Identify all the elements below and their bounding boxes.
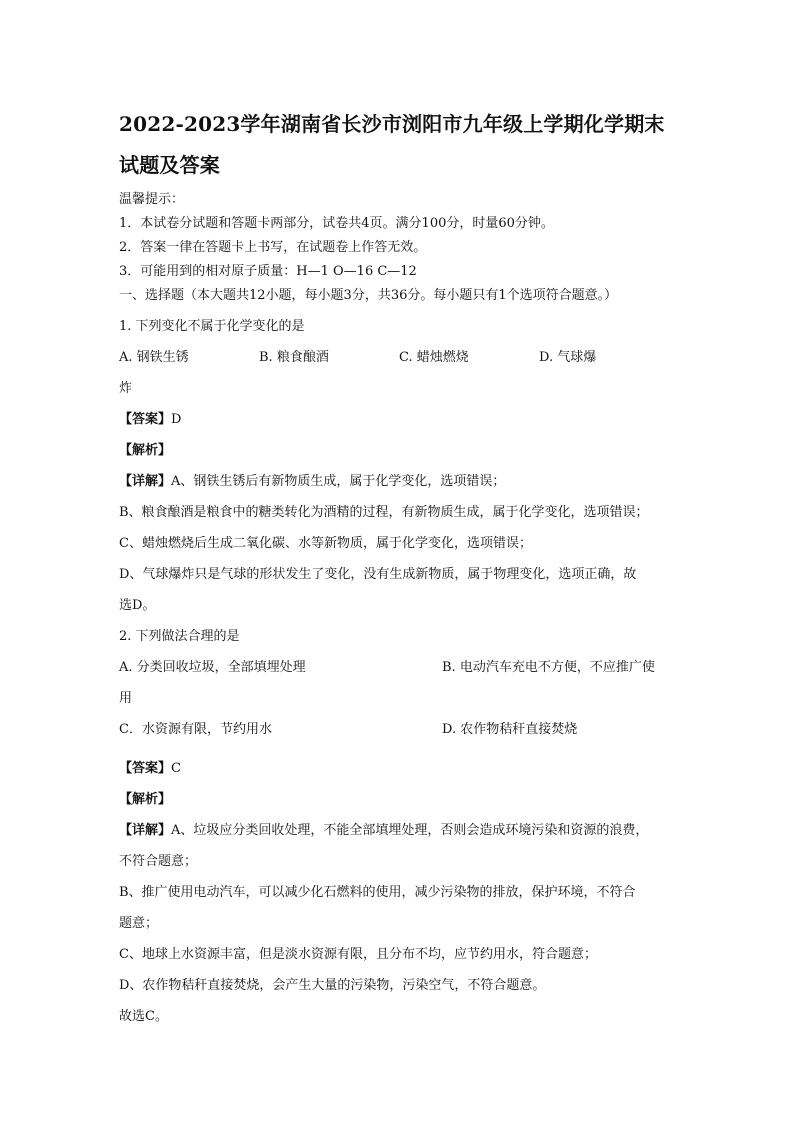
q2-detail-b: B、推广使用电动汽车，可以减少化石燃料的使用，减少污染物的排放，保护环境，不符合 [119,885,636,900]
tips-block [119,188,679,308]
question-2 [119,621,679,1032]
title-line-1: 2022-2023学年湖南省长沙市浏阳市九年级上学期化学期末 [119,112,665,136]
q1-options [119,342,679,373]
q1-detail-d: D、气球爆炸只是气球的形状发生了变化，没有生成新物质，属于物理变化，选项正确，故 [119,567,637,582]
section-heading: 一、选择题（本大题共12小题，每小题3分，共36分。每小题只有1个选项符合题意。） [119,288,618,303]
q1-option-b: B. 粮食酿酒 [259,350,329,365]
q2-answer-label: 【答案】 [119,761,172,776]
q1-answer-value: D [171,412,182,427]
q2-options-row-1 [119,652,679,683]
document-content [119,104,679,1032]
q2-detail-line [119,815,679,846]
title-line-2: 试题及答案 [119,153,220,177]
spacer [119,745,679,753]
q1-detail-a: A、钢铁生锈后有新物质生成，属于化学变化，选项错误； [171,474,506,489]
q2-analysis-label: 【解析】 [119,792,172,807]
document-title [119,104,679,186]
tip-3: 3．可能用到的相对原子质量：H—1 O—16 C—12 [119,264,417,279]
q2-detail-b-cont: 题意； [119,916,159,931]
q1-detail-label: 【详解】 [119,474,172,489]
q2-option-b: B. 电动汽车充电不方便，不应推广使 [442,660,655,675]
q2-option-c: C．水资源有限，节约用水 [119,722,272,737]
q2-stem: 2. 下列做法合理的是 [119,629,240,644]
q1-answer-label: 【答案】 [119,412,172,427]
q2-detail-a-cont: 不符合题意； [119,854,198,869]
q1-detail-line [119,466,679,497]
q1-stem: 1. 下列变化不属于化学变化的是 [119,319,305,334]
question-1 [119,311,679,621]
q2-answer [119,753,679,784]
tip-2: 2．答案一律在答题卡上书写，在试题卷上作答无效。 [119,240,427,255]
q1-option-a: A. 钢铁生锈 [119,350,189,365]
q1-option-c: C. 蜡烛燃烧 [399,350,469,365]
q1-detail-d-cont: 选D。 [119,598,156,613]
q2-options-row-2 [119,714,679,745]
q1-detail-b: B、粮食酿酒是粮食中的糖类转化为酒精的过程，有新物质生成，属于化学变化，选项错误； [119,505,649,520]
q2-detail-a: A、垃圾应分类回收处理，不能全部填埋处理，否则会造成环境污染和资源的浪费， [171,823,649,838]
q2-option-wrap: 用 [119,691,133,706]
q2-answer-value: C [171,761,181,776]
tip-1: 1．本试卷分试题和答题卡两部分，试卷共4页。满分100分，时量60分钟。 [119,216,554,231]
q2-detail-d: D、农作物秸秆直接焚烧，会产生大量的污染物，污染空气，不符合题意。 [119,978,546,993]
tips-heading: 温馨提示： [119,192,185,207]
q2-option-d: D. 农作物秸秆直接焚烧 [442,722,578,737]
q2-detail-c: C、地球上水资源丰富，但是淡水资源有限，且分布不均，应节约用水，符合题意； [119,947,597,962]
q2-conclusion: 故选C。 [119,1009,168,1024]
q1-option-wrap: 炸 [119,381,133,396]
q1-option-d: D. 气球爆 [539,350,597,365]
q2-option-a: A. 分类回收垃圾，全部填埋处理 [119,660,306,675]
q1-answer [119,404,679,435]
q1-analysis-label: 【解析】 [119,443,172,458]
q2-detail-label: 【详解】 [119,823,172,838]
q1-detail-c: C、蜡烛燃烧后生成二氧化碳、水等新物质，属于化学变化，选项错误； [119,536,532,551]
